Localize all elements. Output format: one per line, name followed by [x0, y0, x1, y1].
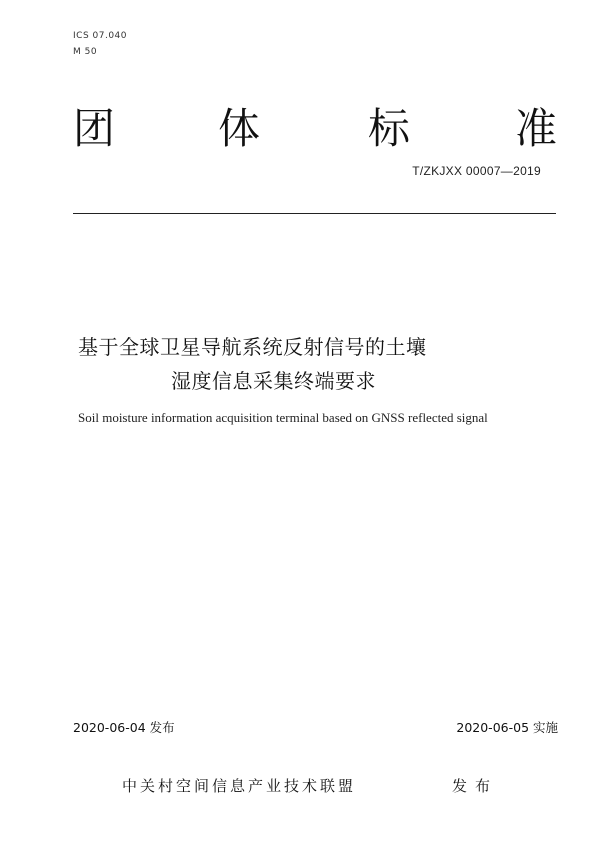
- header-divider: [73, 213, 556, 214]
- title-cn-line-2: 湿度信息采集终端要求: [171, 369, 376, 393]
- ics-code: ICS 07.040: [73, 31, 128, 41]
- standard-type-char-2: 体: [218, 104, 261, 153]
- title-cn-line-1: 基于全球卫星导航系统反射信号的土壤: [78, 335, 427, 359]
- title-en: Soil moisture information acquisition terminal based on GNSS reflected signal: [78, 410, 488, 425]
- standard-type-char-4: 准: [515, 104, 558, 153]
- publish-date: 2020-06-04 发布: [73, 720, 175, 735]
- implement-date: 2020-06-05 实施: [456, 720, 558, 735]
- standard-type-char-1: 团: [73, 104, 116, 153]
- issue-label: 发布: [452, 777, 499, 795]
- issuing-organization: 中关村空间信息产业技术联盟: [122, 777, 357, 795]
- standard-type-char-3: 标: [368, 104, 411, 153]
- ccs-code: M 50: [73, 47, 98, 57]
- standard-number: T/ZKJXX 00007—2019: [412, 164, 541, 178]
